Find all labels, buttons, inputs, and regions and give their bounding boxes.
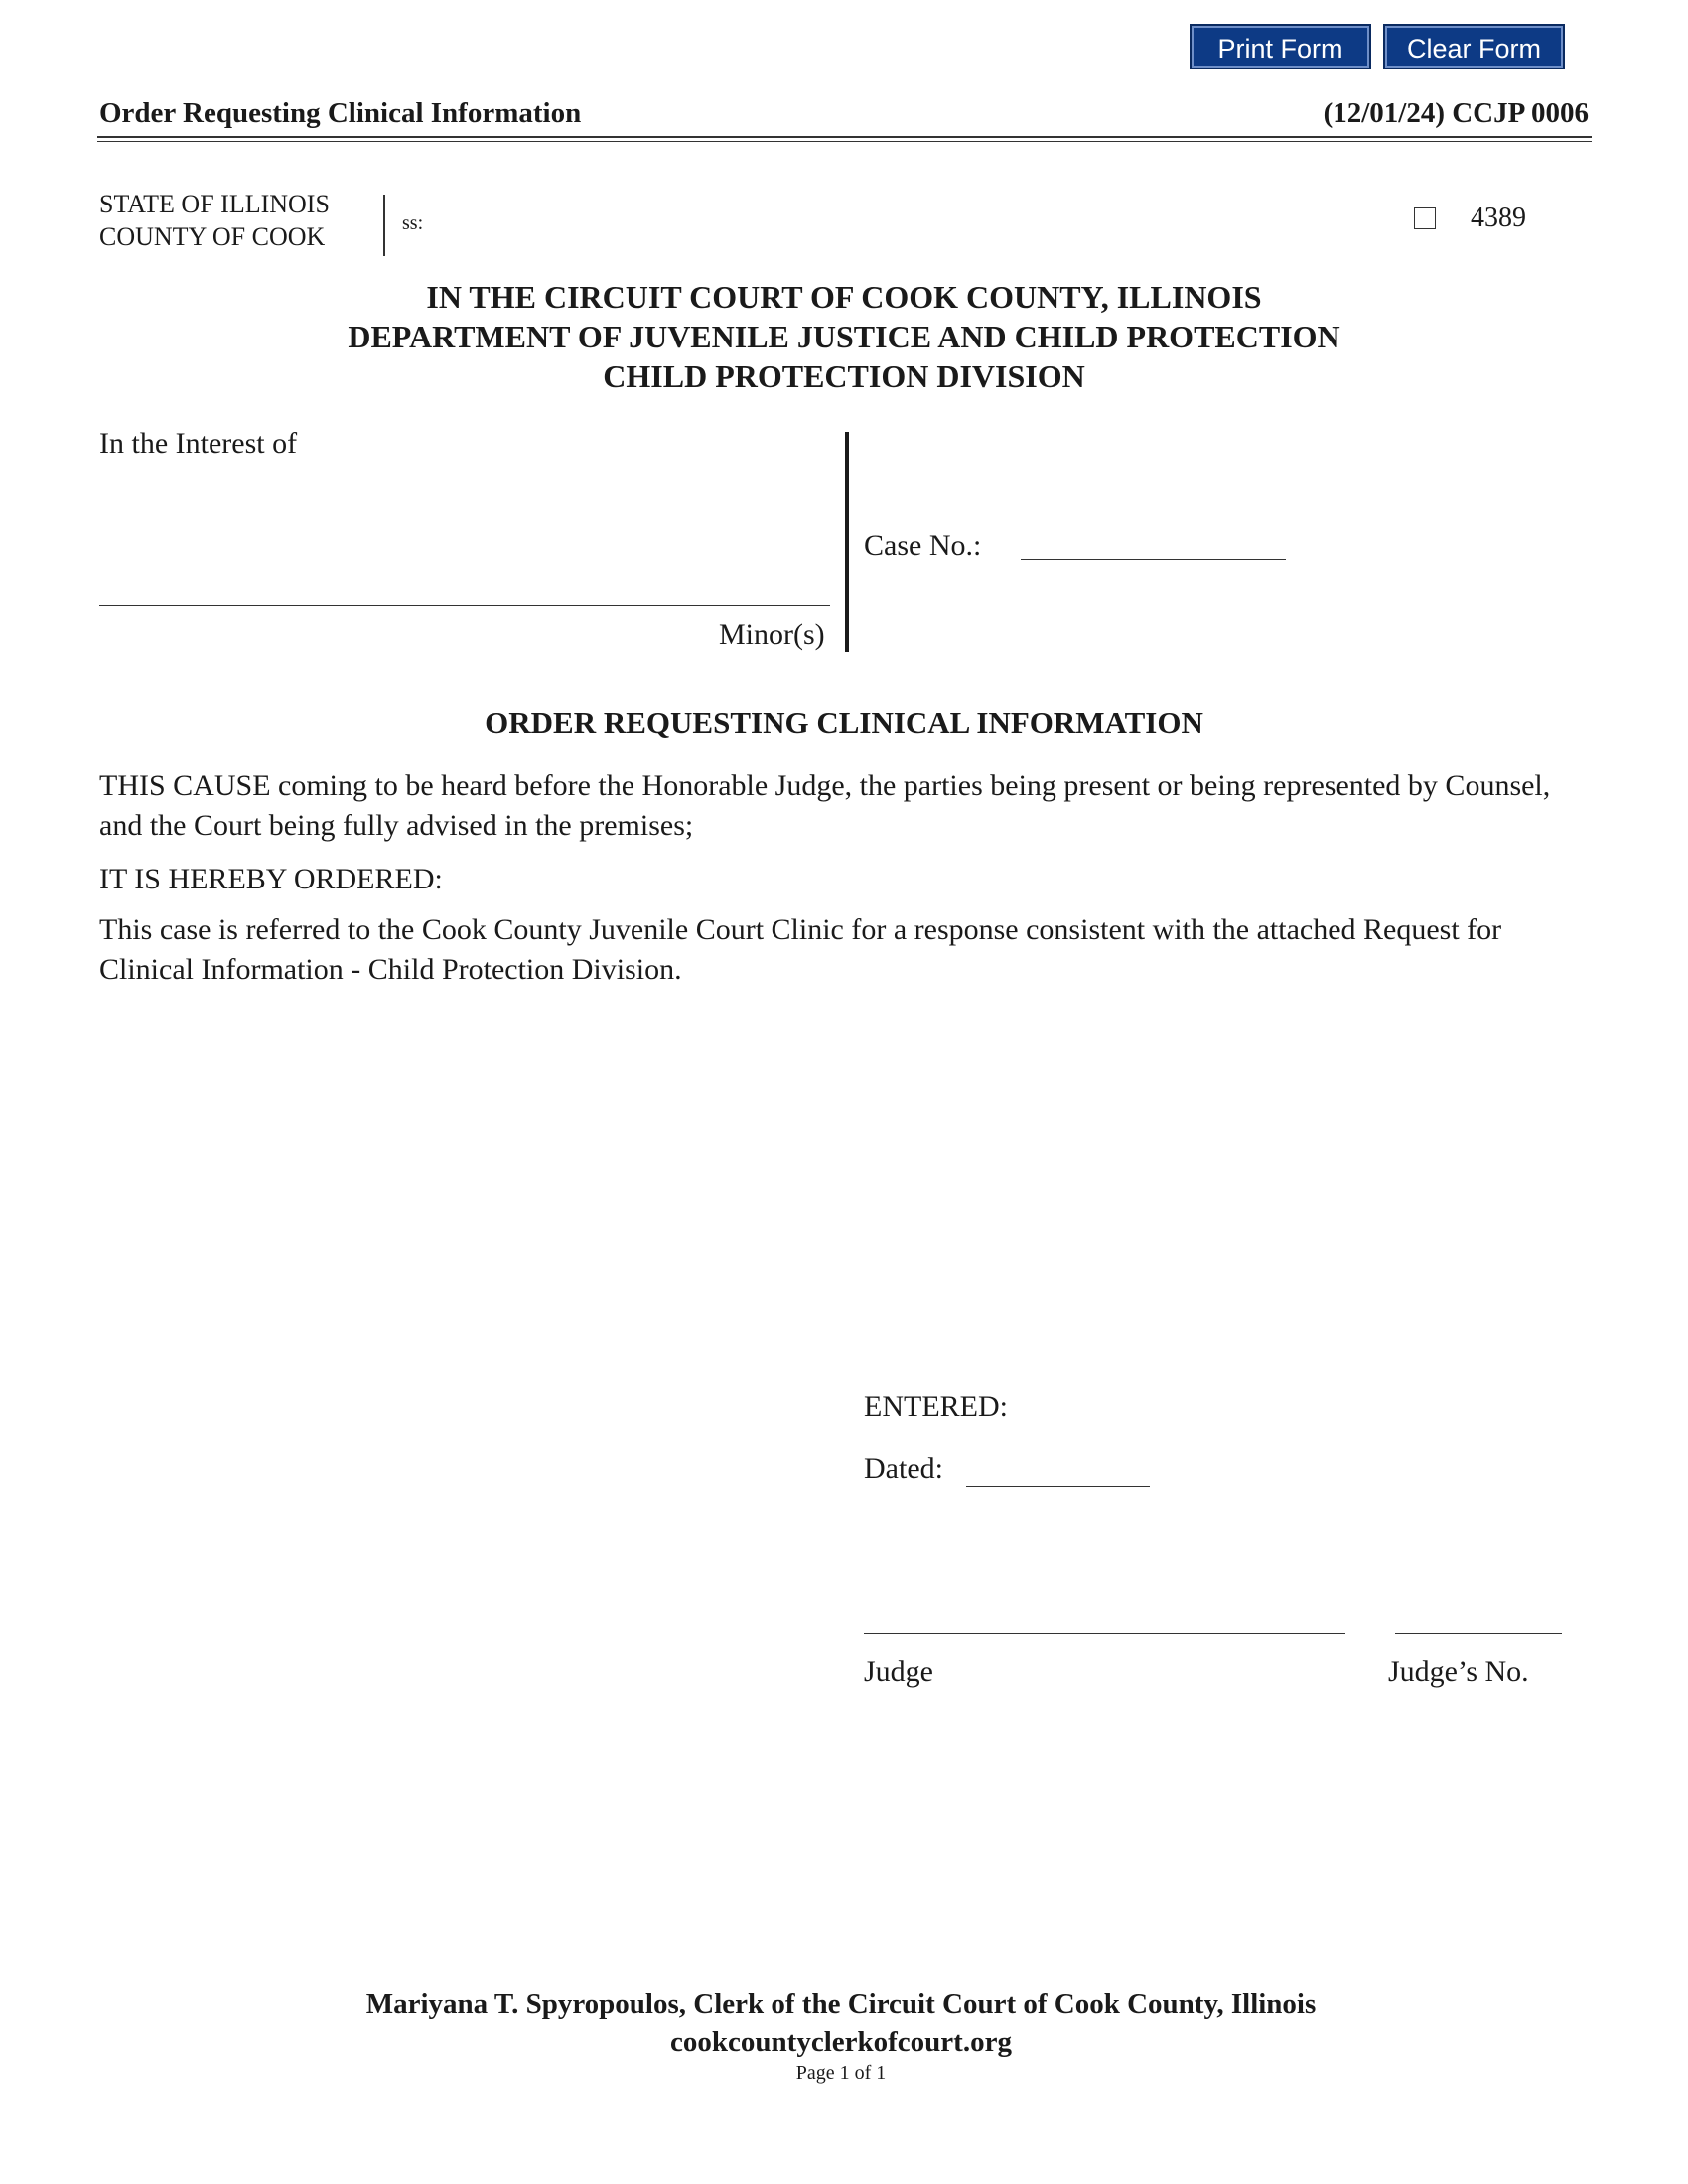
form-code: (12/01/24) CCJP 0006 xyxy=(1323,97,1589,129)
court-heading-line1: IN THE CIRCUIT COURT OF COOK COUNTY, ILLINOIS xyxy=(426,279,1262,315)
header-rule-bottom xyxy=(97,141,1592,142)
county-label: COUNTY OF COOK xyxy=(99,222,326,251)
checkbox-code-label: 4389 xyxy=(1471,203,1526,233)
caption-divider xyxy=(845,432,849,652)
judge-signature-field[interactable] xyxy=(864,1598,1345,1634)
case-number-label: Case No.: xyxy=(864,529,982,562)
footer-url: cookcountyclerkofcourt.org xyxy=(670,2026,1012,2058)
judge-label: Judge xyxy=(864,1655,933,1688)
code-checkbox[interactable] xyxy=(1414,207,1436,229)
entered-label: ENTERED: xyxy=(864,1390,1008,1423)
judge-number-label: Judge’s No. xyxy=(1388,1655,1529,1688)
minor-name-field[interactable] xyxy=(99,467,830,606)
case-number-field[interactable] xyxy=(1021,526,1286,560)
ss-label: ss: xyxy=(402,212,424,234)
interest-label: In the Interest of xyxy=(99,427,298,460)
court-heading-line2: DEPARTMENT OF JUVENILE JUSTICE AND CHILD PROTECTION xyxy=(348,319,1340,354)
print-form-button[interactable]: Print Form xyxy=(1190,24,1371,69)
dated-field[interactable] xyxy=(966,1451,1150,1487)
form-title: Order Requesting Clinical Information xyxy=(99,97,582,129)
order-paragraph-referral: This case is referred to the Cook County Juvenile Court Clinic for a response consistent with the attached Request for Clinical Information - Child Protection Division. xyxy=(99,913,1502,986)
court-heading-line3: CHILD PROTECTION DIVISION xyxy=(603,358,1085,394)
header-rule-top xyxy=(97,136,1592,138)
judge-number-field[interactable] xyxy=(1395,1598,1562,1634)
dated-label: Dated: xyxy=(864,1452,943,1485)
clear-form-button[interactable]: Clear Form xyxy=(1383,24,1565,69)
footer-clerk: Mariyana T. Spyropoulos, Clerk of the Circuit Court of Cook County, Illinois xyxy=(365,1988,1317,2020)
order-title: ORDER REQUESTING CLINICAL INFORMATION xyxy=(485,705,1203,740)
state-label: STATE OF ILLINOIS xyxy=(99,190,330,218)
page-number: Page 1 of 1 xyxy=(795,2062,887,2084)
order-paragraph-ordered: IT IS HEREBY ORDERED: xyxy=(99,863,443,895)
venue-divider xyxy=(383,195,385,256)
minor-label: Minor(s) xyxy=(719,618,825,651)
order-paragraph-cause: THIS CAUSE coming to be heard before the Honorable Judge, the parties being present or being represented by Counsel, and the Court being fully advised in the premises; xyxy=(99,769,1551,842)
